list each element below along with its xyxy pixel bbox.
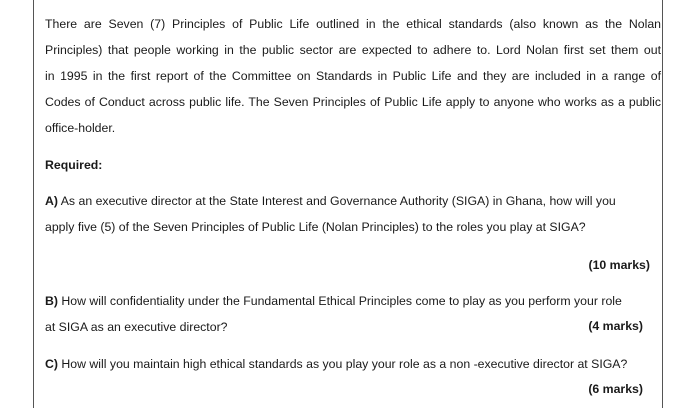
question-b-marks: (4 marks): [588, 319, 643, 333]
question-a-letter: A): [45, 194, 58, 208]
question-b-line-2: at SIGA as an executive director?: [45, 320, 228, 334]
question-c-text-1: How will you maintain high ethical standards as you play your role as a non -executive director at SIGA?: [61, 357, 628, 371]
question-a-line-1: [45, 193, 616, 209]
question-b-text-1: How will confidentiality under the Fundamental Ethical Principles come to play as you perform your role: [61, 294, 622, 308]
question-b-letter: B): [45, 294, 58, 308]
question-c-line-1: [45, 356, 627, 372]
intro-line-4: Codes of Conduct across public life. The Seven Principles of Public Life apply to anyone who works as a public: [45, 95, 661, 109]
question-a-line-2: apply five (5) of the Seven Principles of Public Life (Nolan Principles) to the roles you play at SIGA?: [45, 220, 586, 234]
intro-line-1: There are Seven (7) Principles of Public Life outlined in the ethical standards (also known as the Nolan: [45, 17, 661, 31]
question-a-text-1: As an executive director at the State Interest and Governance Authority (SIGA) in Ghana, how will you: [60, 194, 616, 208]
intro-line-2: Principles) that people working in the public sector are expected to adhere to. Lord Nolan first set them out: [45, 43, 661, 57]
intro-line-3: in 1995 in the first report of the Committee on Standards in Public Life and they are included in a range of: [45, 69, 661, 83]
intro-line-5: office-holder.: [45, 121, 116, 135]
question-c-letter: C): [45, 357, 58, 371]
question-b-line-1: [45, 293, 622, 309]
question-a-marks: (10 marks): [588, 258, 650, 272]
required-heading: Required:: [45, 158, 103, 172]
question-c-marks: (6 marks): [588, 382, 643, 396]
